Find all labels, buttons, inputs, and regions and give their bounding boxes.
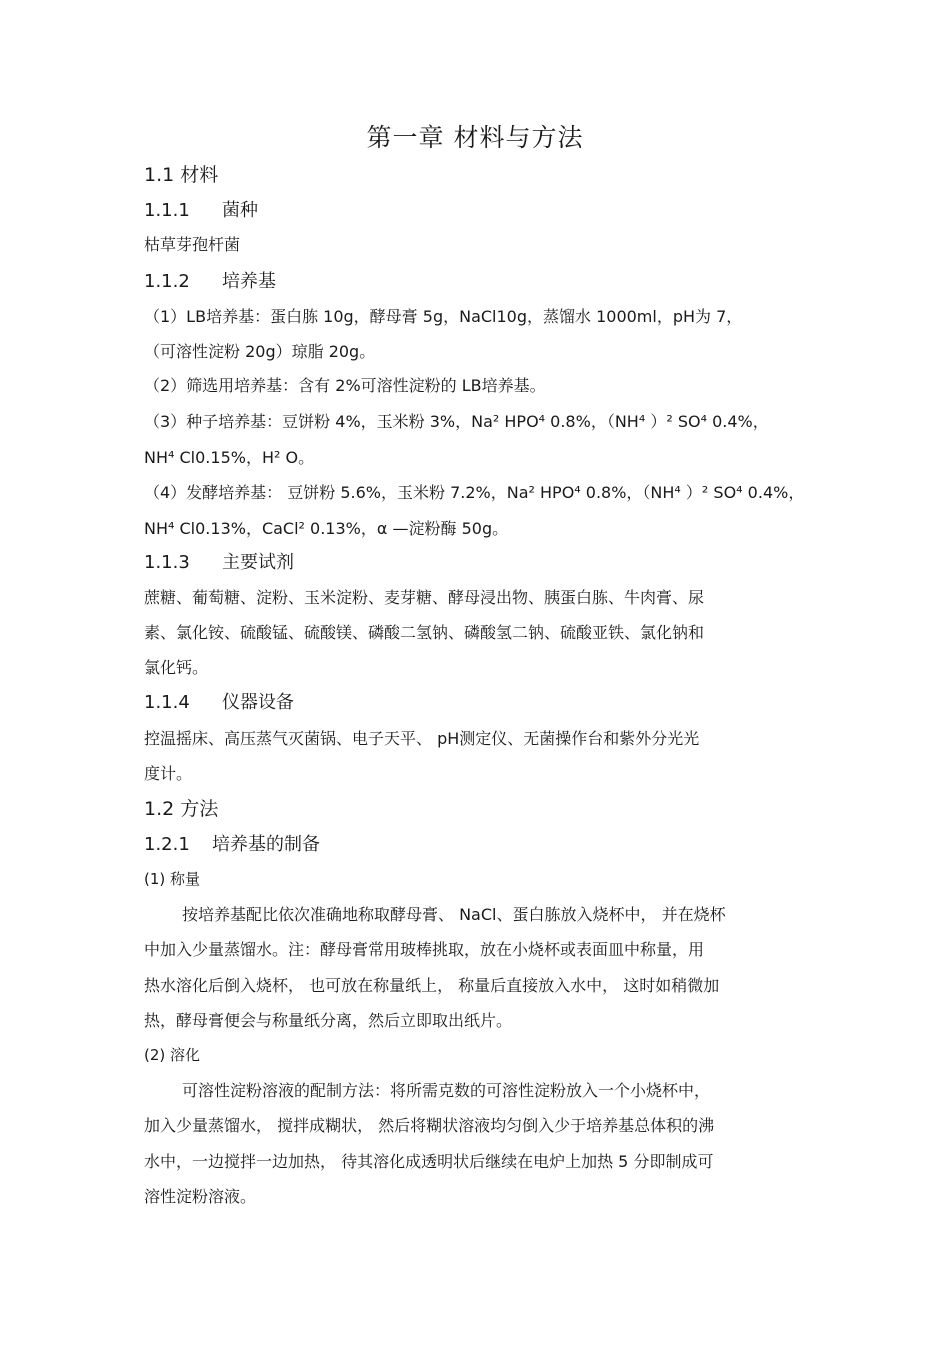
section-title: 仪器设备 bbox=[222, 692, 294, 713]
section-number: 1.1.3 bbox=[144, 552, 190, 573]
section-1-1-2-heading bbox=[144, 267, 276, 293]
section-number: 1.1.1 bbox=[144, 200, 190, 221]
section-title: 菌种 bbox=[222, 200, 258, 221]
section-title: 主要试剂 bbox=[222, 552, 294, 573]
step-2-line: 水中，一边搅拌一边加热， 待其溶化成透明状后继续在电炉上加热 5 分即制成可 bbox=[144, 1152, 714, 1171]
medium-line: NH⁴ Cl0.13%，CaCl² 0.13%，α —淀粉酶 50g。 bbox=[144, 519, 509, 538]
step-2-line: 可溶性淀粉溶液的配制方法：将所需克数的可溶性淀粉放入一个小烧杯中， bbox=[182, 1081, 711, 1100]
section-1-1-3-heading bbox=[144, 548, 294, 574]
step-1-line: 中加入少量蒸馏水。注：酵母膏常用玻棒挑取，放在小烧杯或表面皿中称量，用 bbox=[144, 940, 705, 959]
medium-line: （可溶性淀粉 20g）琼脂 20g。 bbox=[144, 342, 376, 361]
step-2-line: 溶性淀粉溶液。 bbox=[144, 1187, 257, 1206]
reagent-line: 素、氯化铵、硫酸锰、硫酸镁、磷酸二氢钠、磷酸氢二钠、硫酸亚铁、氯化钠和 bbox=[144, 623, 705, 642]
equipment-line: 控温摇床、高压蒸气灭菌锅、电子天平、 pH测定仪、无菌操作台和紫外分光光 bbox=[144, 729, 700, 748]
section-number: 1.1.2 bbox=[144, 271, 190, 292]
step-1-line: 按培养基配比依次准确地称取酵母膏、 NaCl、蛋白胨放入烧杯中， 并在烧杯 bbox=[182, 905, 726, 924]
medium-line: （2）筛选用培养基：含有 2%可溶性淀粉的 LB培养基。 bbox=[144, 376, 546, 395]
equipment-line: 度计。 bbox=[144, 764, 193, 783]
step-2-title: (2) 溶化 bbox=[144, 1046, 201, 1064]
section-title: 培养基的制备 bbox=[212, 834, 320, 855]
section-title: 培养基 bbox=[222, 271, 276, 292]
section-1-1-1-heading bbox=[144, 196, 258, 222]
section-1-2-heading: 1.2 方法 bbox=[144, 798, 219, 820]
strain-text: 枯草芽孢杆菌 bbox=[144, 235, 241, 254]
section-1-2-1-heading bbox=[144, 830, 320, 856]
section-number: 1.1.4 bbox=[144, 692, 190, 713]
step-1-title: (1) 称量 bbox=[144, 870, 201, 888]
medium-line: （3）种子培养基：豆饼粉 4%，玉米粉 3%，Na² HPO⁴ 0.8%，（NH⁴ ）² SO⁴ 0.4%， bbox=[144, 412, 769, 431]
step-2-line: 加入少量蒸馏水， 搅拌成糊状， 然后将糊状溶液均匀倒入少于培养基总体积的沸 bbox=[144, 1116, 715, 1135]
section-1-1-heading: 1.1 材料 bbox=[144, 164, 219, 186]
section-1-1-4-heading bbox=[144, 688, 294, 714]
medium-line: （1）LB培养基：蛋白胨 10g，酵母膏 5g，NaCl10g，蒸馏水 1000ml，pH为 7， bbox=[144, 307, 743, 326]
reagent-line: 蔗糖、葡萄糖、淀粉、玉米淀粉、麦芽糖、酵母浸出物、胰蛋白胨、牛肉膏、尿 bbox=[144, 588, 705, 607]
medium-line: （4）发酵培养基： 豆饼粉 5.6%，玉米粉 7.2%，Na² HPO⁴ 0.8%，（NH⁴ ）² SO⁴ 0.4%， bbox=[144, 483, 805, 502]
chapter-title: 第一章 材料与方法 bbox=[366, 123, 584, 152]
medium-line: NH⁴ Cl0.15%，H² O。 bbox=[144, 448, 315, 467]
step-1-line: 热水溶化后倒入烧杯， 也可放在称量纸上， 称量后直接放入水中， 这时如稍微加 bbox=[144, 976, 720, 995]
reagent-line: 氯化钙。 bbox=[144, 658, 209, 677]
step-1-line: 热，酵母膏便会与称量纸分离，然后立即取出纸片。 bbox=[144, 1011, 513, 1030]
section-number: 1.2.1 bbox=[144, 834, 190, 855]
